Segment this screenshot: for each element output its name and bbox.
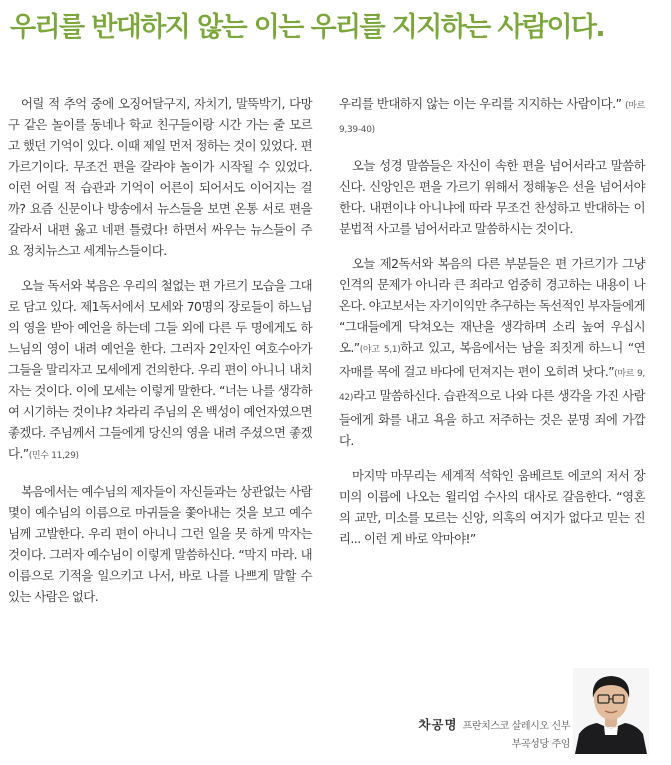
paragraph-text: 오늘 독서와 복음은 우리의 철없는 편 가르기 모습을 그대로 담고 있다. 제1독서에서 모세와 70명의 장로들이 하느님의 영을 받아 예언을 하는데 그들 외에 다른 두 명에게도 하느님의 영이 내려 예언을 한다. 그러자 2인자인 여호수아가 그들을 말리자고 모세에게 건의한다. 우리 편이 아니니 내치자는 것이다. 이에 모세는 이렇게 말한다. “너는 나를 생각하여 시기하는 것이냐? 차라리 주님의 온 백성이 예언자였으면 좋겠다. 주님께서 그들에게 당신의 영을 내려 주셨으면 좋겠다.”: [8, 278, 312, 461]
paragraph-text: 라고 말씀하신다. 습관적으로 나와 다른 생각을 가진 사람들에게 화를 내고 욕을 하고 저주하는 것은 분명 죄에 가깝다.: [339, 388, 645, 448]
author-title: 프란치스코 살레시오 신부: [462, 721, 570, 732]
paragraph-text: 하고 있고, 복음에서는 남을 죄짓게 하느니 “연자매를 목에 걸고 바다에 던져지는 편이 오히려 낫다.”: [339, 340, 646, 379]
article-left-column: [8, 93, 312, 621]
author-line: [380, 716, 570, 736]
paragraph-text: 오늘 성경 말씀들은 자신이 속한 편을 넘어서라고 말씀하신다. 신앙인은 편을 가르기 위해서 정해놓은 선을 넘어서야 한다. 내편이냐 아니냐에 따라 무조건 찬성하고 반대하는 이분법적 사고를 넘어서라고 말씀하시는 것이다.: [339, 158, 645, 236]
paragraph-text: 우리를 반대하지 않는 이는 우리를 지지하는 사람이다.”: [339, 96, 622, 111]
headline: 우리를 반대하지 않는 이는 우리를 지지하는 사람이다.: [10, 12, 605, 43]
author-parish: 부곡성당 주임: [511, 739, 570, 750]
paragraph-childhood-games: [8, 93, 312, 261]
citation-numbers: (민수 11,29): [28, 451, 79, 461]
paragraph-text: 복음에서는 예수님의 제자들이 자신들과는 상관없는 사람 몇이 예수님의 이름으로 마귀들을 쫓아내는 것을 보고 예수님께 고발한다. 우리 편이 아니니 그런 일을 못 하게 막자는 것이다. 그러자 예수님이 이렇게 말씀하신다. “막지 마라. 내 이름으로 기적을 일으키고 나서, 바로 나를 나쁘게 말할 수 있는 사람은 없다.: [8, 484, 313, 604]
paragraph-text: 어릴 적 추억 중에 오징어달구지, 자치기, 말뚝박기, 다망구 같은 놀이를 동네나 학교 친구들이랑 시간 가는 줄 모르고 했던 기억이 있다. 이때 제일 먼저 정하는 것이 있었다. 편 가르기이다. 무조건 편을 갈라야 놀이가 시작될 수 있었다. 이런 어릴 적 습관과 기억이 어른이 되어서도 이어지는 걸까? 요즘 신문이나 방송에서 뉴스들을 보면 온통 서로 편을 갈라서 내편 옳고 네편 틀렸다! 하면서 싸우는 뉴스들이 주요 정치뉴스고 세계뉴스들이다.: [8, 96, 312, 258]
author-byline: [380, 716, 570, 754]
citation-mark: (마르 9,42): [339, 369, 645, 403]
paragraph-text: 마지막 마무리는 세계적 석학인 움베르토 에코의 저서 장미의 이름에 나오는 윌리엄 수사의 대사로 갈음한다. “영혼의 교만, 미소를 모르는 신앙, 의혹의 여지가 없다고 믿는 진리... 이런 게 바로 악마야!”: [339, 468, 645, 546]
paragraph-first-reading: [8, 275, 312, 467]
paragraph-cross-the-line: [339, 155, 645, 239]
paragraph-warning: [339, 253, 645, 451]
citation-mark: (마르 9,39-40): [339, 101, 645, 135]
paragraph-gospel-continued: [339, 93, 645, 141]
citation-james: (야고 5,1): [359, 345, 401, 355]
paragraph-gospel: [8, 481, 312, 607]
author-photo: [573, 668, 649, 754]
article-right-column: [339, 93, 645, 563]
paragraph-text: 오늘 제2독서와 복음의 다른 부분들은 편 가르기가 그냥 인격의 문제가 아니라 큰 죄라고 엄중히 경고하는 내용이 나온다. 야고보서는 자기이익만 추구하는 독선적인 부자들에게 “그대들에게 닥쳐오는 재난을 생각하며 소리 높여 우십시오.”: [339, 256, 645, 355]
paragraph-closing: [339, 465, 645, 549]
author-name: 차공명: [418, 717, 458, 732]
